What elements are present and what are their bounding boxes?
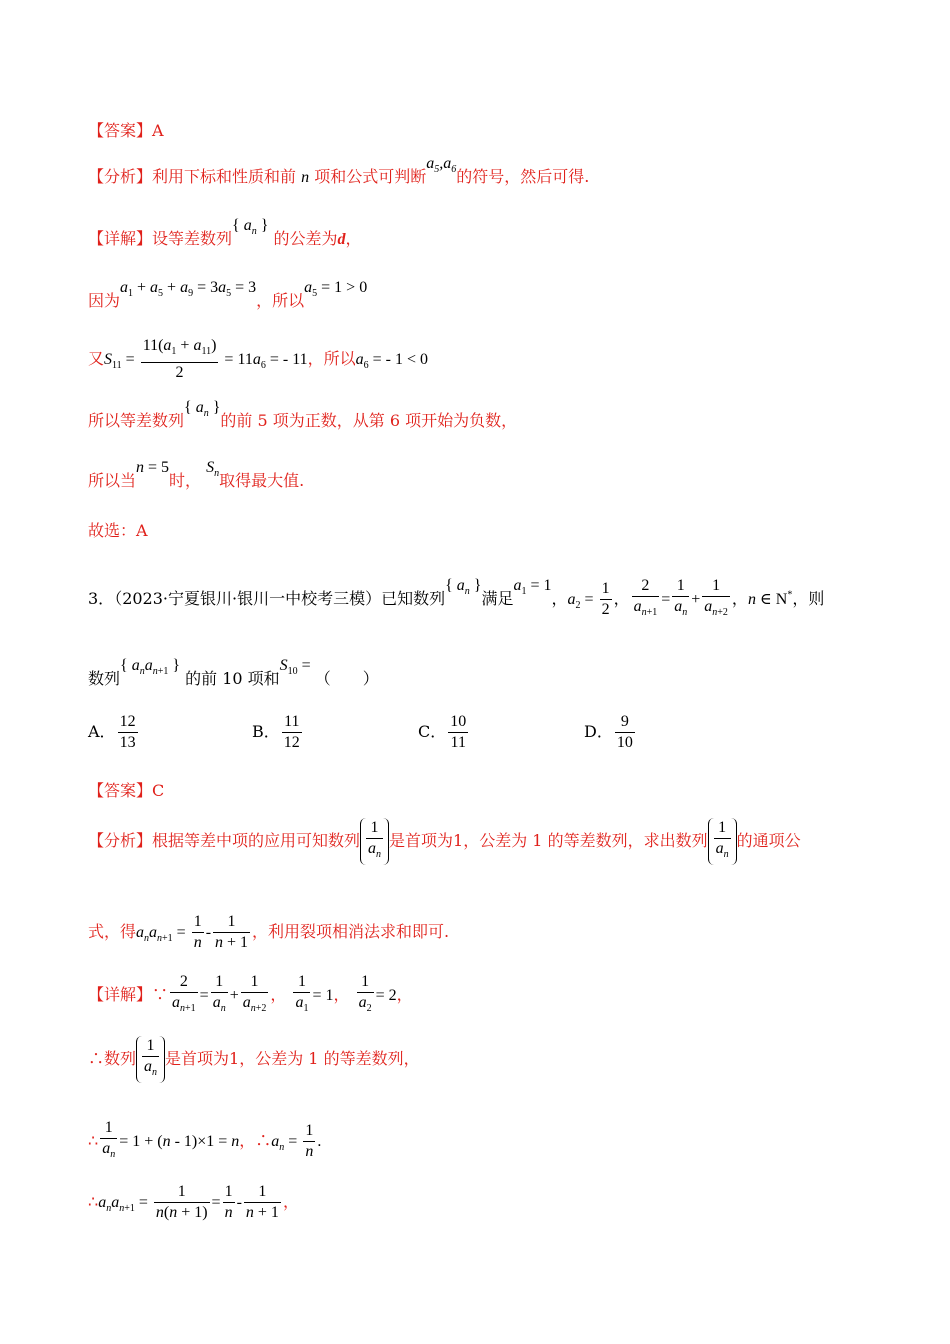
detail3-line-3: ∴ $\frac{1}{a_n}$ = 1 + (n - 1)×1 = n，$\therefore a_n$ = $\frac{1}{n}$ . bbox=[88, 1118, 321, 1165]
option-a[interactable] bbox=[88, 712, 140, 753]
math-fraction: $\frac{1}{n(n + 1)}$ bbox=[155, 1183, 208, 1221]
option-letter: A． bbox=[88, 722, 116, 741]
option-letter: C． bbox=[418, 722, 447, 741]
answer-line-3 bbox=[88, 778, 164, 801]
option-fraction: $\frac{12}{13}$ bbox=[119, 713, 136, 751]
question-number: 3． bbox=[88, 589, 115, 609]
math-seq-recip: $\frac{1}{a_n}$ bbox=[708, 818, 737, 865]
math-seq-recip: $\frac{1}{a_n}$ bbox=[360, 818, 389, 865]
detail-line-3 bbox=[88, 336, 428, 383]
question-text: ，则 bbox=[792, 589, 825, 609]
comma: ， bbox=[239, 1131, 256, 1151]
option-fraction: $\frac{11}{12}$ bbox=[283, 713, 300, 751]
detail-text: 因为 bbox=[88, 291, 121, 310]
detail-text: ，所以 bbox=[307, 349, 356, 369]
analysis-text: 利用下标和性质和前 bbox=[152, 167, 297, 186]
math-a2: $a_2$ = bbox=[567, 591, 598, 612]
math-a6-neg: $a_6$ = - 1 < 0 bbox=[355, 351, 429, 372]
analysis-text: 根据等差中项的应用可知数列 bbox=[152, 831, 361, 851]
math-fraction: $\frac{1}{n}$ bbox=[305, 1122, 314, 1161]
analysis-text: 式，得 bbox=[88, 922, 137, 941]
math-seq-an: { $a_n$ } bbox=[232, 217, 269, 238]
math-fraction: $\frac{1}{a_n}$ bbox=[212, 973, 226, 1015]
option-fraction: $\frac{10}{11}$ bbox=[450, 713, 467, 751]
math-general-term: = 1 + (n - 1)×1 = n bbox=[119, 1133, 240, 1151]
math-seq-an: { $a_n$ } bbox=[445, 577, 482, 598]
detail-text: 是首项为1，公差为 1 的等差数列， bbox=[165, 1049, 420, 1069]
detail-label: 【详解】 bbox=[88, 985, 153, 1005]
comma: ， bbox=[270, 985, 287, 1005]
answer-label: 【答案】 bbox=[88, 121, 153, 140]
detail-text: 所以等差数列 bbox=[88, 411, 185, 430]
question-text: 的前 10 项和 bbox=[185, 669, 280, 688]
math-seq-anan1: { $a_na_{n+1}$ } bbox=[120, 657, 181, 678]
question-line-1: 3．（2023·宁夏银川·银川一中校考三模）已知数列{ $a_n$ }满足$a_1 = 1$，$a_2$ = $\frac{1}{2}$ ， $\frac{2}{a_{n+1}}$ = $\frac{1}{a_n}$ + $\frac{1}{a_{n+2}}$ ，n ∈ N*，则 bbox=[88, 576, 824, 623]
question-text: ， bbox=[731, 589, 748, 609]
math-seq-recip: $\frac{1}{a_n}$ bbox=[136, 1036, 165, 1083]
math-a5-a6: $a_5,a_6$ bbox=[426, 155, 457, 176]
math-an: $a_n$ = bbox=[271, 1133, 302, 1154]
math-sn: $S_n$ bbox=[206, 459, 220, 480]
math-fraction: $\frac{1}{a_2}$ bbox=[358, 973, 372, 1015]
math-fraction: $\frac{1}{n}$ bbox=[193, 913, 202, 951]
math-a5-pos: $a_5 = 1 > 0$ bbox=[304, 279, 368, 300]
math-fraction: $\frac{1}{a_{n+2}}$ bbox=[242, 973, 267, 1015]
analysis-line-3 bbox=[88, 818, 801, 865]
analysis-line-1 bbox=[88, 155, 590, 189]
analysis-text: 的符号，然后可得. bbox=[456, 167, 590, 186]
analysis-line-3b: 式，得$a_na_{n+1}$ = $\frac{1}{n}$ - $\frac{1}{n + 1}$ ，利用裂项相消法求和即可. bbox=[88, 913, 450, 951]
detail-label: 【详解】 bbox=[88, 229, 153, 248]
analysis-label: 【分析】 bbox=[88, 167, 153, 186]
therefore-symbol: ∴ bbox=[88, 1192, 99, 1211]
detail-text: ， bbox=[345, 229, 362, 248]
detail-text: 的公差为 bbox=[273, 229, 338, 248]
math-a1: $a_1 = 1$ bbox=[513, 577, 552, 598]
detail-text: ，所以 bbox=[256, 291, 305, 310]
option-c[interactable] bbox=[418, 712, 470, 753]
math-anan1: $a_na_{n+1}$ = bbox=[98, 1194, 152, 1215]
question-text: 数列 bbox=[88, 669, 121, 688]
math-fraction: $\frac{1}{a_n}$ bbox=[102, 1119, 116, 1161]
therefore-symbol: ∴ bbox=[88, 1131, 99, 1151]
analysis-text: 的通项公 bbox=[736, 831, 801, 851]
detail-line-5 bbox=[88, 459, 305, 493]
option-d[interactable] bbox=[584, 712, 637, 753]
detail-text: 数列 bbox=[104, 1049, 137, 1069]
question-text: ， bbox=[613, 589, 630, 609]
math-fraction: $\frac{1}{a_1}$ bbox=[295, 973, 309, 1015]
detail-text: 又 bbox=[88, 349, 105, 369]
detail-line-2 bbox=[88, 279, 368, 313]
detail-text: 时， bbox=[169, 471, 202, 490]
detail-line-1 bbox=[88, 217, 362, 251]
detail-text: 的前 5 项为正数，从第 6 项开始为负数， bbox=[220, 411, 518, 430]
math-fraction: $\frac{1}{n + 1}$ bbox=[245, 1183, 279, 1221]
detail3-line-1: 【详解】∵ $\frac{2}{a_{n+1}}$ = $\frac{1}{a_n}$ + $\frac{1}{a_{n+2}}$ ， $\frac{1}{a_1}$ = 1， $\frac{1}{a_2}$ = 2， bbox=[88, 972, 413, 1019]
detail-text: 所以当 bbox=[88, 471, 137, 490]
math-seq-an: { $a_n$ } bbox=[184, 399, 221, 420]
math-n-in-N: n ∈ N* bbox=[747, 589, 793, 609]
therefore-symbol: ∴ bbox=[255, 1131, 272, 1151]
comma: ， bbox=[282, 1192, 299, 1211]
comma: ， bbox=[333, 985, 350, 1005]
because-symbol: ∵ bbox=[152, 985, 169, 1005]
math-fraction: $\frac{1}{n}$ bbox=[224, 1183, 233, 1221]
math-fraction: $\frac{1}{a_n}$ bbox=[674, 577, 688, 619]
answer-label: 【答案】 bbox=[88, 781, 153, 800]
detail-text: 取得最大值. bbox=[219, 471, 305, 490]
question-text: 满足 bbox=[481, 589, 514, 609]
analysis-label: 【分析】 bbox=[88, 831, 153, 851]
math-n: n bbox=[301, 169, 310, 186]
question-text: （ ） bbox=[314, 669, 379, 688]
detail-line-4 bbox=[88, 399, 518, 433]
answer-line-1 bbox=[88, 118, 164, 141]
option-letter: D． bbox=[584, 722, 613, 741]
option-b[interactable] bbox=[252, 712, 304, 753]
math-fraction: $\frac{1}{a_{n+2}}$ bbox=[704, 577, 728, 619]
math-s10: $S_{10}$ = bbox=[279, 657, 315, 678]
answer-value: C bbox=[152, 781, 165, 800]
math-fraction: $\frac{2}{a_{n+1}}$ bbox=[633, 577, 658, 619]
therefore-symbol: ∴ bbox=[88, 1049, 105, 1069]
detail-text: 设等差数列 bbox=[152, 229, 233, 248]
analysis-text: ，利用裂项相消法求和即可. bbox=[252, 922, 450, 941]
question-line-2 bbox=[88, 657, 379, 691]
question-text: ， bbox=[551, 589, 568, 609]
math-fraction: $\frac{11(a_1 + a_{11})}{2}$ bbox=[142, 337, 217, 382]
detail-line-6 bbox=[88, 518, 148, 541]
detail3-line-2 bbox=[88, 1036, 420, 1083]
analysis-text: 是首项为1，公差为 1 的等差数列，求出数列 bbox=[389, 831, 708, 851]
math-fraction: $\frac{1}{2}$ bbox=[601, 580, 610, 619]
math-fraction: $\frac{1}{n + 1}$ bbox=[215, 913, 249, 951]
detail3-line-4: $\therefore a_na_{n+1}$ = $\frac{1}{n(n + 1)}$ = $\frac{1}{n}$ - $\frac{1}{n + 1}$ ， bbox=[88, 1183, 299, 1221]
math-anan1: $a_na_{n+1}$ = bbox=[136, 924, 190, 945]
analysis-text: 项和公式可判断 bbox=[314, 167, 427, 186]
math-s11-val: = $11a_6$ = - 11 bbox=[220, 351, 308, 372]
math-s11: $S_{11}$ = bbox=[104, 351, 139, 372]
option-fraction: $\frac{9}{10}$ bbox=[616, 713, 633, 751]
question-source: （2023·宁夏银川·银川一中校考三模）已知数列 bbox=[114, 589, 446, 609]
detail-text: 故选：A bbox=[88, 521, 148, 540]
math-n-eq-5: n = 5 bbox=[136, 459, 170, 476]
math-fraction: $\frac{2}{a_{n+1}}$ bbox=[172, 973, 196, 1015]
math-d: d bbox=[337, 231, 346, 248]
option-letter: B． bbox=[252, 722, 280, 741]
math-sum-eq: $a_1 + a_5 + a_9 = 3a_5 = 3$ bbox=[120, 279, 257, 300]
answer-value: A bbox=[152, 121, 164, 140]
comma: ， bbox=[396, 985, 413, 1005]
